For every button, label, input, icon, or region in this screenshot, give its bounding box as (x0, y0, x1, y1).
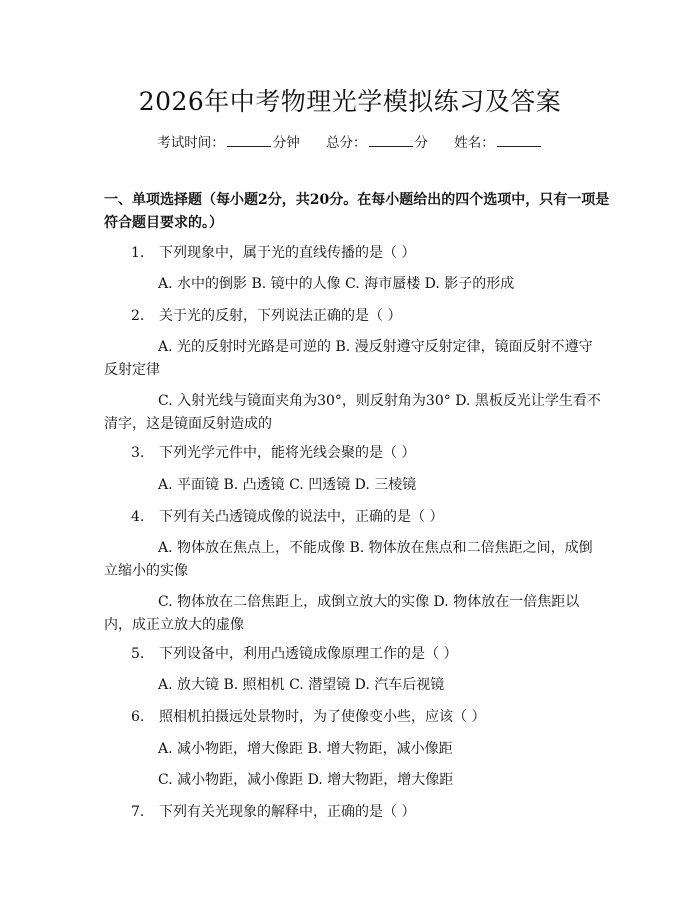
question-number: 6. (131, 709, 145, 725)
question-number: 4. (131, 509, 145, 525)
question-text: 照相机拍摄远处景物时，为了使像变小些，应该（ ） (159, 709, 486, 725)
page-title: 2026年中考物理光学模拟练习及答案 (138, 87, 562, 116)
question-4-options-cd: C. 物体放在二倍焦距上，成倒立放大的实像 D. 物体放在一倍焦距以内，成正立放大的虚像 (104, 594, 580, 633)
question-4-options-ab: A. 物体放在焦点上，不能成像 B. 物体放在焦点和二倍焦距之间，成倒立缩小的实像 (104, 540, 593, 579)
question-number: 7. (131, 804, 145, 820)
question-6-options-ab: A. 减小物距，增大像距 B. 增大物距，减小像距 (158, 741, 453, 757)
question-text: 下列有关光现象的解释中，正确的是（ ） (159, 804, 416, 820)
question-number: 1. (131, 245, 145, 261)
section-heading: 一、单项选择题（每小题2分，共20分。在每小题给出的四个选项中，只有一项是符合题目要求的。） (104, 192, 610, 231)
question-number: 2. (131, 308, 145, 324)
question-2-options-ab: A. 光的反射时光路是可逆的 B. 漫反射遵守反射定律，镜面反射不遵守反射定律 (104, 339, 593, 378)
question-3 (131, 442, 415, 465)
student-name-blank (497, 134, 541, 147)
question-5 (131, 643, 457, 666)
student-name-field (454, 135, 543, 151)
total-score-field (326, 135, 428, 151)
exam-time-blank (227, 134, 271, 147)
question-5-options: A. 放大镜 B. 照相机 C. 潜望镜 D. 汽车后视镜 (158, 677, 445, 693)
question-6 (131, 706, 485, 729)
exam-time-field (157, 135, 300, 151)
exam-meta (0, 131, 700, 151)
question-6-options-cd: C. 减小物距，减小像距 D. 增大物距，增大像距 (158, 772, 454, 788)
question-1 (131, 242, 415, 265)
question-2 (131, 305, 401, 328)
total-score-blank (369, 134, 413, 147)
question-text: 下列现象中，属于光的直线传播的是（ ） (159, 245, 416, 261)
question-text: 关于光的反射，下列说法正确的是（ ） (159, 308, 402, 324)
exam-time-label: 考试时间： (157, 135, 225, 151)
exam-time-unit: 分钟 (272, 135, 300, 151)
total-score-label: 总分： (326, 135, 367, 151)
question-number: 5. (131, 646, 145, 662)
question-3-options: A. 平面镜 B. 凸透镜 C. 凹透镜 D. 三棱镜 (158, 477, 417, 493)
total-score-unit: 分 (414, 135, 428, 151)
question-text: 下列设备中，利用凸透镜成像原理工作的是（ ） (159, 646, 458, 662)
question-7 (131, 801, 415, 824)
question-number: 3. (131, 445, 145, 461)
question-4 (131, 506, 443, 529)
question-2-options-cd: C. 入射光线与镜面夹角为30°，则反射角为30° D. 黑板反光让学生看不清字，这是镜面反射造成的 (104, 393, 601, 432)
student-name-label: 姓名： (454, 135, 495, 151)
question-text: 下列有关凸透镜成像的说法中，正确的是（ ） (159, 509, 444, 525)
question-text: 下列光学元件中，能将光线会聚的是（ ） (159, 445, 416, 461)
question-1-options: A. 水中的倒影 B. 镜中的人像 C. 海市蜃楼 D. 影子的形成 (158, 276, 515, 292)
